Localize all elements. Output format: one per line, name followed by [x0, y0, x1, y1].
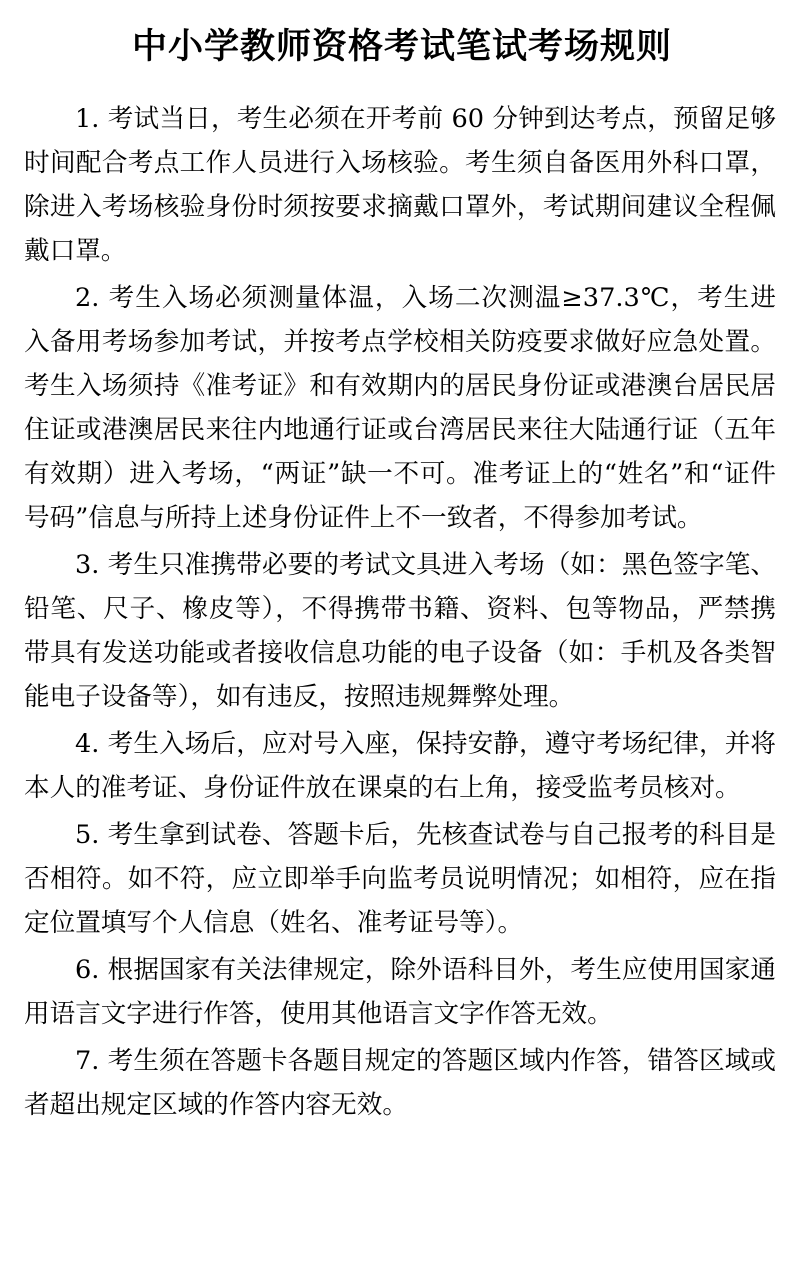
rule-1: 1. 考试当日，考生必须在开考前 60 分钟到达考点，预留足够时间配合考点工作人员进行入场核验。考生须自备医用外科口罩，除进入考场核验身份时须按要求摘戴口罩外，考试期间建议全程佩戴口罩。 [24, 104, 776, 266]
rule-6: 6. 根据国家有关法律规定，除外语科目外，考生应使用国家通用语言文字进行作答，使用其他语言文字作答无效。 [24, 955, 776, 1029]
rule-5: 5. 考生拿到试卷、答题卡后，先核查试卷与自己报考的科目是否相符。如不符，应立即举手向监考员说明情况；如相符，应在指定位置填写个人信息（姓名、准考证号等）。 [24, 820, 776, 938]
rules-list [24, 97, 776, 1130]
rule-4: 4. 考生入场后，应对号入座，保持安静，遵守考场纪律，并将本人的准考证、身份证件放在课桌的右上角，接受监考员核对。 [24, 729, 776, 803]
page-title: 中小学教师资格考试笔试考场规则 [131, 27, 672, 67]
rule-7: 7. 考生须在答题卡各题目规定的答题区域内作答，错答区域或者超出规定区域的作答内容无效。 [24, 1046, 776, 1120]
rule-2: 2. 考生入场必须测量体温，入场二次测温≥37.3℃，考生进入备用考场参加考试，并按考点学校相关防疫要求做好应急处置。考生入场须持《准考证》和有效期内的居民身份证或港澳台居民居住证或港澳居民来往内地通行证或台湾居民来往大陆通行证（五年有效期）进入考场，“两证”缺一不可。准考证上的“姓名”和“证件号码”信息与所持上述身份证件上不一致者，不得参加考试。 [24, 283, 776, 533]
rule-3: 3. 考生只准携带必要的考试文具进入考场（如：黑色签字笔、铅笔、尺子、橡皮等），不得携带书籍、资料、包等物品，严禁携带具有发送功能或者接收信息功能的电子设备（如：手机及各类智能电子设备等），如有违反，按照违规舞弊处理。 [24, 550, 776, 712]
